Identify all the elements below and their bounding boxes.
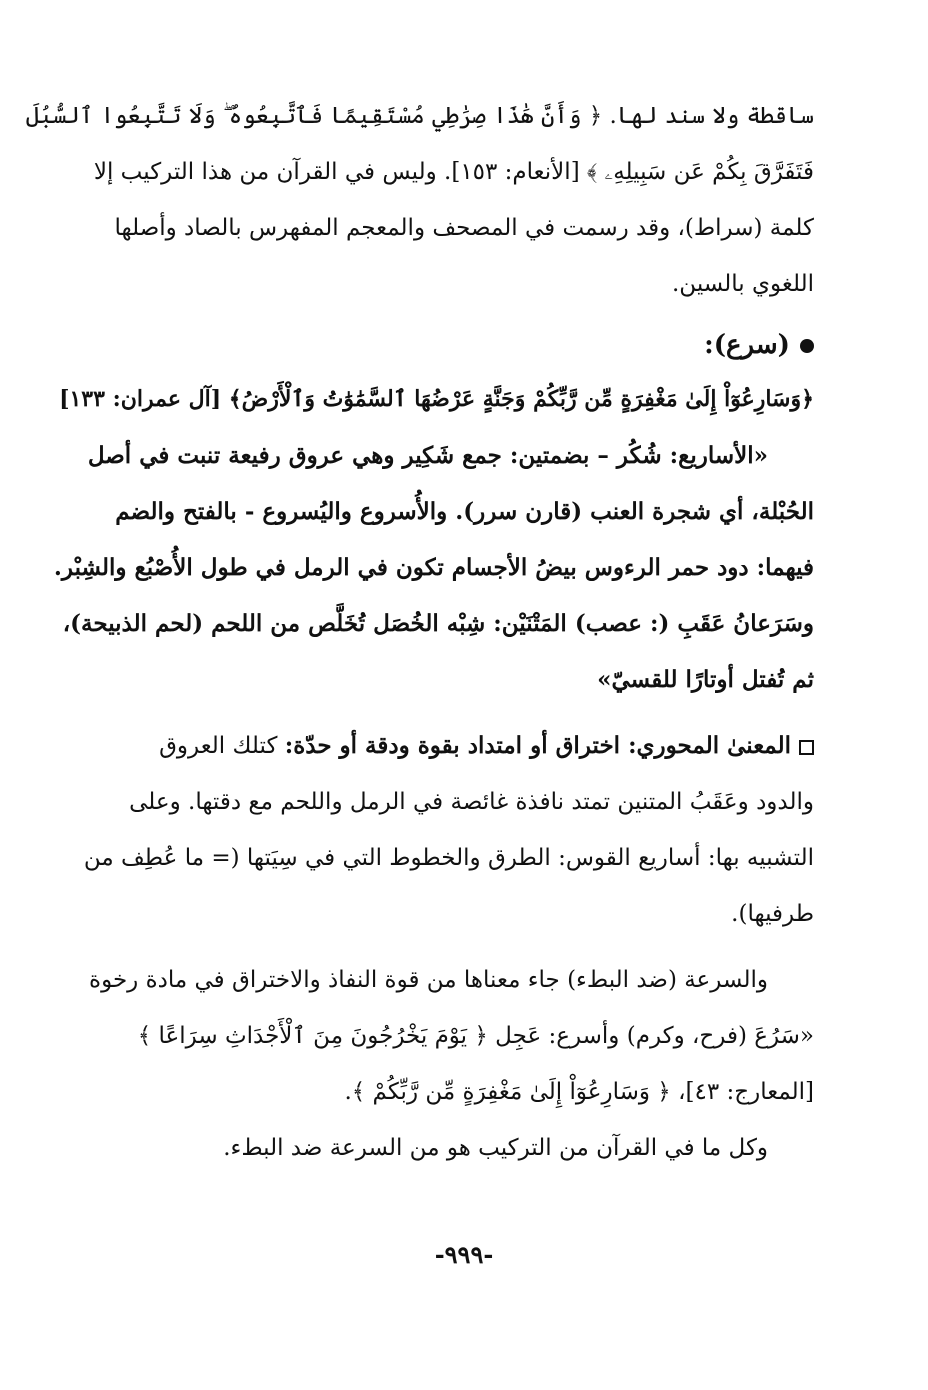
text-line: فَتَفَرَّقَ بِكُمْ عَن سَبِيلِهِۦ ﴾ [الأنعام: ١٥٣]. وليس في القرآن من هذا التركيب إلا <box>93 159 814 185</box>
text-line: وكل ما في القرآن من التركيب هو من السرعة ضد البطء. <box>223 1135 768 1161</box>
section-heading-text: (سرع): <box>704 330 790 360</box>
section-heading <box>100 316 814 374</box>
quote-line: وسَرَعانُ عَقَبِ (: عصب) المَتْنَيْن: شِبْه الخُصَل تُخَلَّص من اللحم (لحم الذبيحة)، <box>62 610 814 637</box>
page-body <box>25 88 814 1176</box>
text-line: [المعارج: ٤٣]، ﴿ وَسَارِعُوٓاْ إِلَىٰ مَغْفِرَةٍ مِّن رَّبِّكُمْ ﴾. <box>344 1079 814 1105</box>
text-line: التشبيه بها: أساريع القوس: الطرق والخطوط التي في سِيَتها (= ما عُطِف من <box>83 845 814 871</box>
text-line: طرفيها). <box>731 901 814 927</box>
quote-line: الحُبْلة، أي شجرة العنب (قارن سرر). والأُسروع واليُسروع - بالفتح والضم <box>115 498 814 525</box>
text-line: والسرعة (ضد البطء) جاء معناها من قوة النفاذ والاختراق في مادة رخوة <box>89 967 768 993</box>
quote-line: ثم تُفتل أوتارًا للقسيّ» <box>597 666 814 693</box>
text-line: «سَرُعَ (فرح، وكرم) وأسرع: عَجِل ﴿ يَوْمَ يَخْرُجُونَ مِنَ ٱلْأَجْدَاثِ سِرَاعًا ﴾ <box>137 1023 814 1049</box>
quote-line: فيهما: دود حمر الرءوس بيضُ الأجسام تكون في الرمل في طول الأُصْبُع والشِبْر. <box>53 554 814 581</box>
text-line: اللغوي بالسين. <box>672 271 814 297</box>
text-line: والدود وعَقَبُ المتنين تمتد نافذة غائصة في الرمل واللحم مع دقتها. وعلى <box>129 789 814 815</box>
quote-line: «الأساريع: شُكُر – بضمتين: جمع شَكِير وهي عروق رفيعة تنبت في أصل <box>87 442 768 469</box>
core-meaning <box>83 718 814 942</box>
core-meaning-label: المعنىٰ المحوري: اختراق أو امتداد بقوة ودقة أو حدّة: <box>284 732 791 759</box>
bullet-icon <box>800 339 814 353</box>
dictionary-quote <box>53 428 814 708</box>
quran-verse: ﴿وَسَارِعُوٓاْ إِلَىٰ مَغْفِرَةٍ مِّن رَّبِّكُمْ وَجَنَّةٍ عَرْضُهَا ٱلسَّمَٰوَٰتُ وَٱلْأَرْضُ﴾ [آل عمران: ١٣٣] <box>59 386 814 412</box>
square-icon <box>799 740 814 755</box>
core-meaning-text: كتلك العروق <box>159 733 278 759</box>
paragraph-sirat <box>25 88 814 312</box>
page-number: -٩٩٩- <box>434 1240 494 1269</box>
speed-paragraph <box>89 952 814 1176</box>
core-meaning-first-line <box>100 718 814 774</box>
text-line: ساقطة ولا سند لها. ﴿ وَأَنَّ هَٰذَا صِرَٰطِي مُسْتَقِيمًا فَٱتَّبِعُوهُ ۖ وَلَا تَتَّبِعُوا ٱلسُّبُلَ <box>25 103 814 129</box>
text-line: كلمة (سراط)، وقد رسمت في المصحف والمعجم المفهرس بالصاد وأصلها <box>114 215 814 241</box>
